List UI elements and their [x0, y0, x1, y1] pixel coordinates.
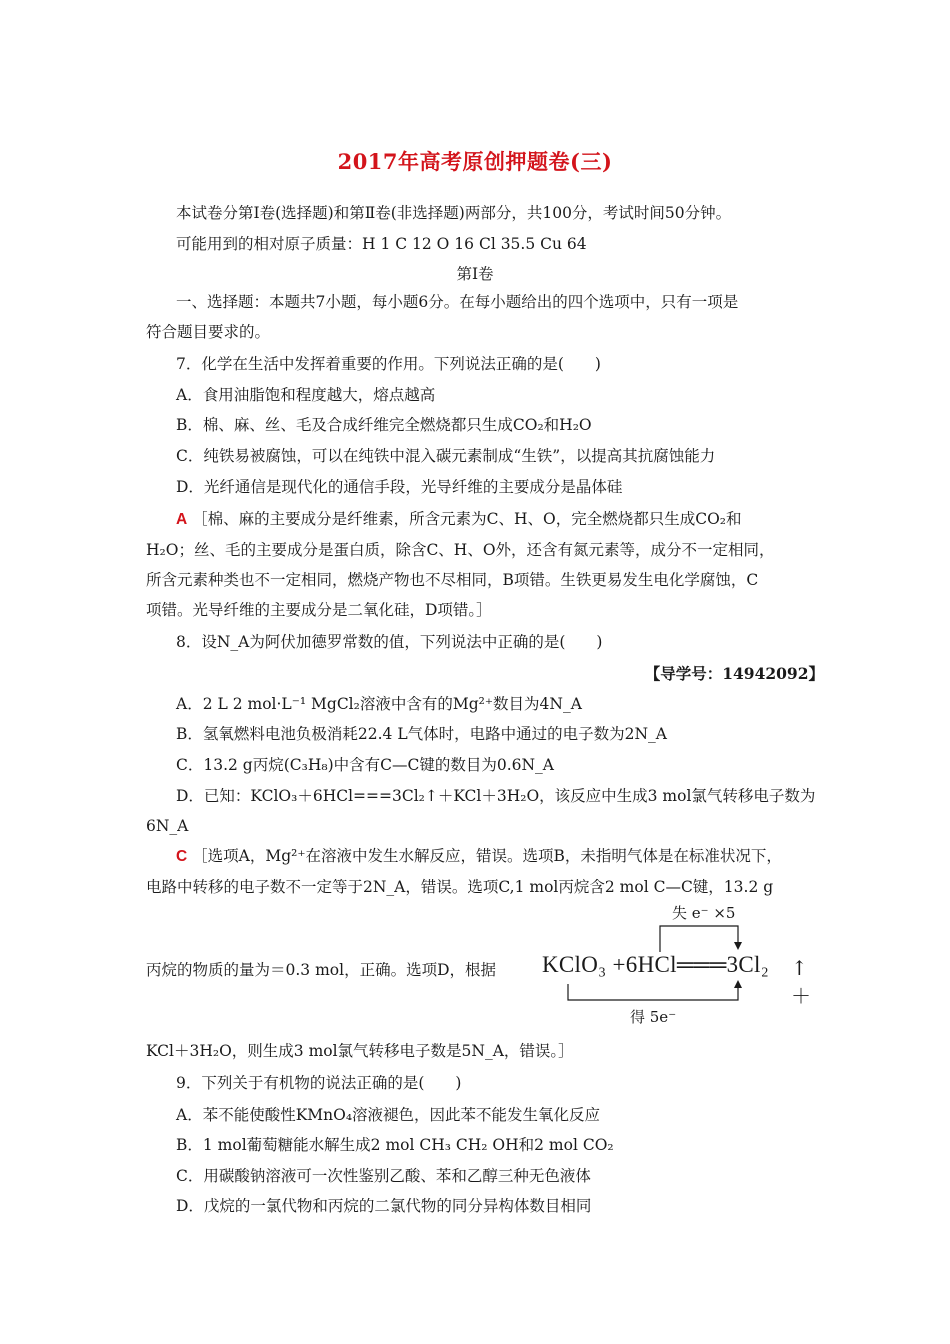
q7-option-c: C．纯铁易被腐蚀，可以在纯铁中混入碳元素制成“生铁”，以提高其抗腐蚀能力	[176, 447, 716, 465]
q9-option-b: B．1 mol葡萄糖能水解生成2 mol CH₃ CH₂ OH和2 mol CO₂	[176, 1136, 614, 1154]
q9-option-c: C．用碳酸钠溶液可一次性鉴别乙酸、苯和乙醇三种无色液体	[176, 1167, 591, 1185]
q7-answer: A	[176, 511, 188, 528]
lose-electrons-label: 失 e⁻ ×5	[672, 904, 736, 922]
q8-explanation-line: ［选项A，Mg²⁺在溶液中发生水解反应，错误。选项B，未指明气体是在标准状况下，	[192, 847, 782, 865]
q8-option-d-cont: 6N_A	[146, 817, 189, 835]
page-title: 2017年高考原创押题卷(三)	[337, 149, 613, 174]
q7-explanation-line: ［棉、麻的主要成分是纤维素，所含元素为C、H、O，完全燃烧都只生成CO₂和	[192, 510, 742, 528]
q8-option-d: D．已知：KClO₃＋6HCl===3Cl₂↑＋KCl＋3H₂O，该反应中生成3 mol氯气转移电子数为	[176, 787, 816, 805]
q8-explanation	[176, 846, 824, 867]
q7-explanation	[176, 509, 824, 530]
q9-option-a: A．苯不能使酸性KMnO₄溶液褪色，因此苯不能发生氧化反应	[176, 1106, 601, 1124]
q8-option-b: B．氢氧燃料电池负极消耗22.4 L气体时，电路中通过的电子数为2N_A	[176, 725, 667, 743]
intro-line: 可能用到的相对原子质量：H 1 C 12 O 16 Cl 35.5 Cu 64	[176, 235, 587, 253]
q9-option-d: D．戊烷的一氯代物和丙烷的二氯代物的同分异构体数目相同	[176, 1197, 592, 1215]
q8-option-c: C．13.2 g丙烷(C₃H₈)中含有C—C键的数目为0.6N_A	[176, 756, 554, 774]
q7-option-d: D．光纤通信是现代化的通信手段，光导纤维的主要成分是晶体硅	[176, 478, 623, 496]
q7-stem: 7．化学在生活中发挥着重要的作用。下列说法正确的是( )	[176, 355, 601, 373]
section-desc: 符合题目要求的。	[146, 323, 271, 341]
section-title: 第Ⅰ卷	[456, 265, 494, 283]
equation-text: KClO₃ +6HCl═══3Cl₂	[542, 952, 770, 977]
q8-explanation-line: 电路中转移的电子数不一定等于2N_A，错误。选项C,1 mol丙烷含2 mol C—C键，13.2 g	[146, 878, 774, 896]
q8-explanation-line: KCl＋3H₂O，则生成3 mol氯气转移电子数是5N_A，错误。］	[146, 1042, 574, 1060]
q7-explanation-line: 所含元素种类也不一定相同，燃烧产物也不尽相同，B项错。生铁更易发生电化学腐蚀，C	[146, 571, 759, 589]
q8-answer: C	[176, 848, 188, 865]
q8-explanation-line: 丙烷的物质的量为＝0.3 mol，正确。选项D，根据	[146, 961, 496, 979]
gain-electrons-label: 得 5e⁻	[630, 1008, 677, 1026]
q7-option-b: B．棉、麻、丝、毛及合成纤维完全燃烧都只生成CO₂和H₂O	[176, 416, 592, 434]
q8-option-a: A．2 L 2 mol·L⁻¹ MgCl₂溶液中含有的Mg²⁺数目为4N_A	[176, 695, 582, 713]
q7-explanation-line: H₂O；丝、毛的主要成分是蛋白质，除含C、H、O外，还含有氮元素等，成分不一定相同，	[146, 541, 775, 559]
electron-transfer-diagram	[538, 900, 818, 1030]
q8-stem: 8．设N_A为阿伏加德罗常数的值，下列说法中正确的是( )	[176, 633, 603, 651]
section-desc: 一、选择题：本题共7小题，每小题6分。在每小题给出的四个选项中，只有一项是	[176, 293, 739, 311]
q9-stem: 9．下列关于有机物的说法正确的是( )	[176, 1074, 462, 1092]
q7-option-a: A．食用油脂饱和程度越大，熔点越高	[176, 386, 436, 404]
equation-tail: ↑ ＋	[791, 956, 811, 1008]
intro-line: 本试卷分第Ⅰ卷(选择题)和第Ⅱ卷(非选择题)两部分，共100分，考试时间50分钟。	[176, 204, 732, 222]
q7-explanation-line: 项错。光导纤维的主要成分是二氧化硅，D项错。］	[146, 601, 492, 619]
guide-number: 【导学号：14942092】	[644, 664, 824, 683]
